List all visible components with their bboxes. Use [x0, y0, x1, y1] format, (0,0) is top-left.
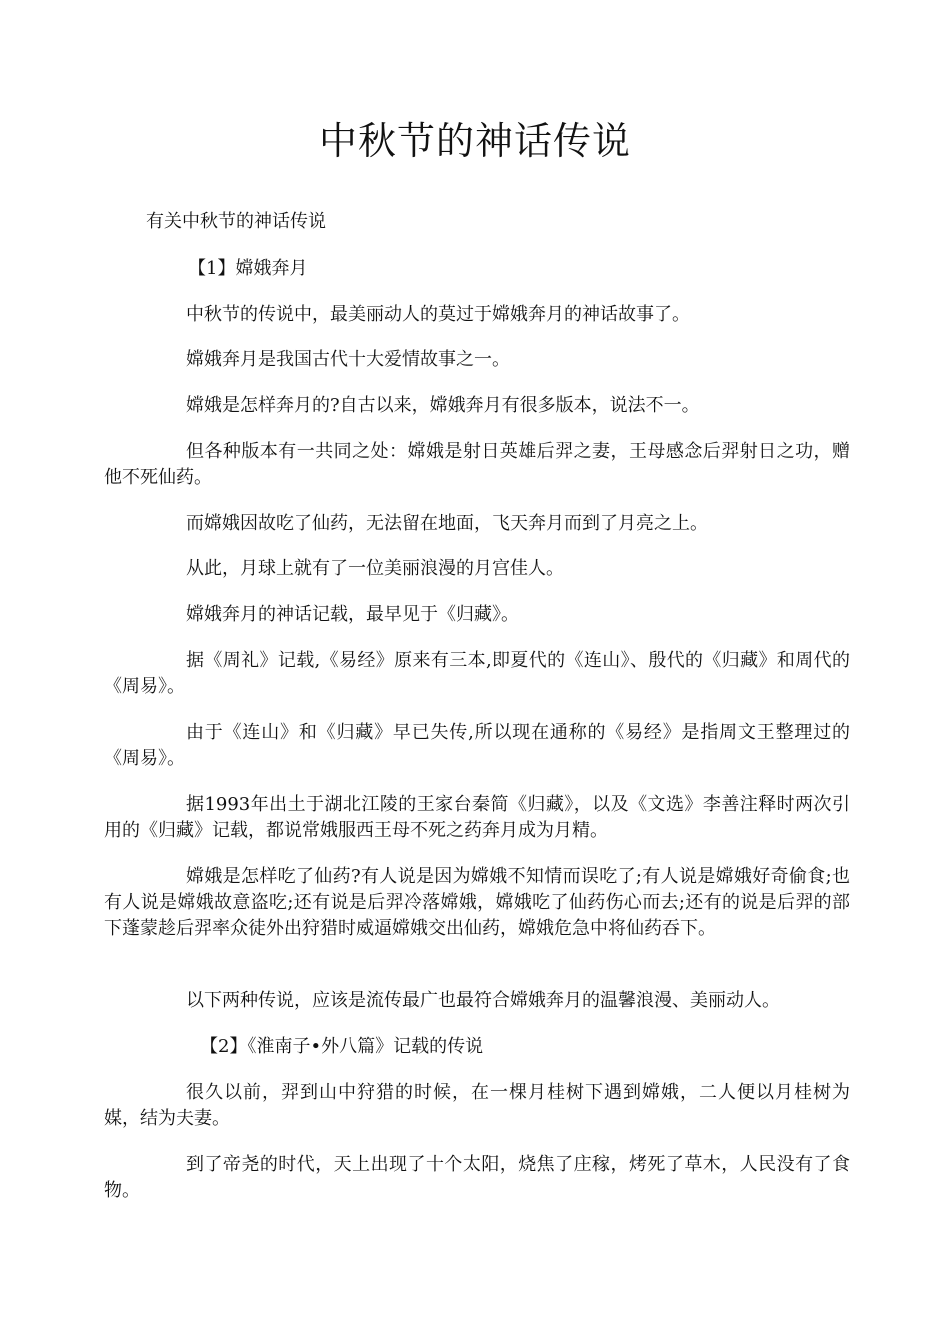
paragraph: 到了帝尧的时代，天上出现了十个太阳，烧焦了庄稼，烤死了草木，人民没有了食物。 — [104, 1154, 850, 1201]
paragraph: 而嫦娥因故吃了仙药，无法留在地面，飞天奔月而到了月亮之上。 — [186, 513, 708, 534]
paragraph: 但各种版本有一共同之处：嫦娥是射日英雄后羿之妻，王母感念后羿射日之功，赠他不死仙药。 — [104, 441, 850, 488]
paragraph: 很久以前，羿到山中狩猎的时候，在一棵月桂树下遇到嫦娥，二人便以月桂树为媒，结为夫妻。 — [104, 1082, 850, 1129]
paragraph: 据1993年出土于湖北江陵的王家台秦简《归藏》，以及《文选》李善注释时两次引用的《归藏》记载，都说常娥服西王母不死之药奔月成为月精。 — [104, 794, 850, 841]
section-heading-huainanzi: 【2】《淮南子•外八篇》记载的传说 — [200, 1036, 484, 1057]
paragraph: 嫦娥奔月是我国古代十大爱情故事之一。 — [186, 349, 510, 370]
document-subtitle: 有关中秋节的神话传说 — [146, 211, 326, 232]
paragraph: 从此，月球上就有了一位美丽浪漫的月宫佳人。 — [186, 558, 564, 579]
paragraph: 嫦娥奔月的神话记载，最早见于《归藏》。 — [186, 604, 519, 625]
paragraph: 以下两种传说，应该是流传最广也最符合嫦娥奔月的温馨浪漫、美丽动人。 — [186, 990, 780, 1011]
section-heading-chang-e: 【1】嫦娥奔月 — [188, 258, 308, 279]
paragraph: 据《周礼》记载,《易经》原来有三本,即夏代的《连山》、殷代的《归藏》和周代的《周易》。 — [104, 650, 850, 697]
paragraph: 中秋节的传说中，最美丽动人的莫过于嫦娥奔月的神话故事了。 — [186, 304, 690, 325]
paragraph: 嫦娥是怎样吃了仙药?有人说是因为嫦娥不知情而误吃了;有人说是嫦娥好奇偷食;也有人说是嫦娥故意盗吃;还有说是后羿冷落嫦娥，嫦娥吃了仙药伤心而去;还有的说是后羿的部下蓬蒙趁后羿率众徒外出狩猎时威逼嫦娥交出仙药，嫦娥危急中将仙药吞下。 — [104, 866, 850, 939]
document-title: 中秋节的神话传说 — [318, 119, 631, 163]
paragraph: 嫦娥是怎样奔月的?自古以来，嫦娥奔月有很多版本，说法不一。 — [186, 395, 700, 416]
paragraph: 由于《连山》和《归藏》早已失传,所以现在通称的《易经》是指周文王整理过的《周易》。 — [104, 722, 850, 769]
